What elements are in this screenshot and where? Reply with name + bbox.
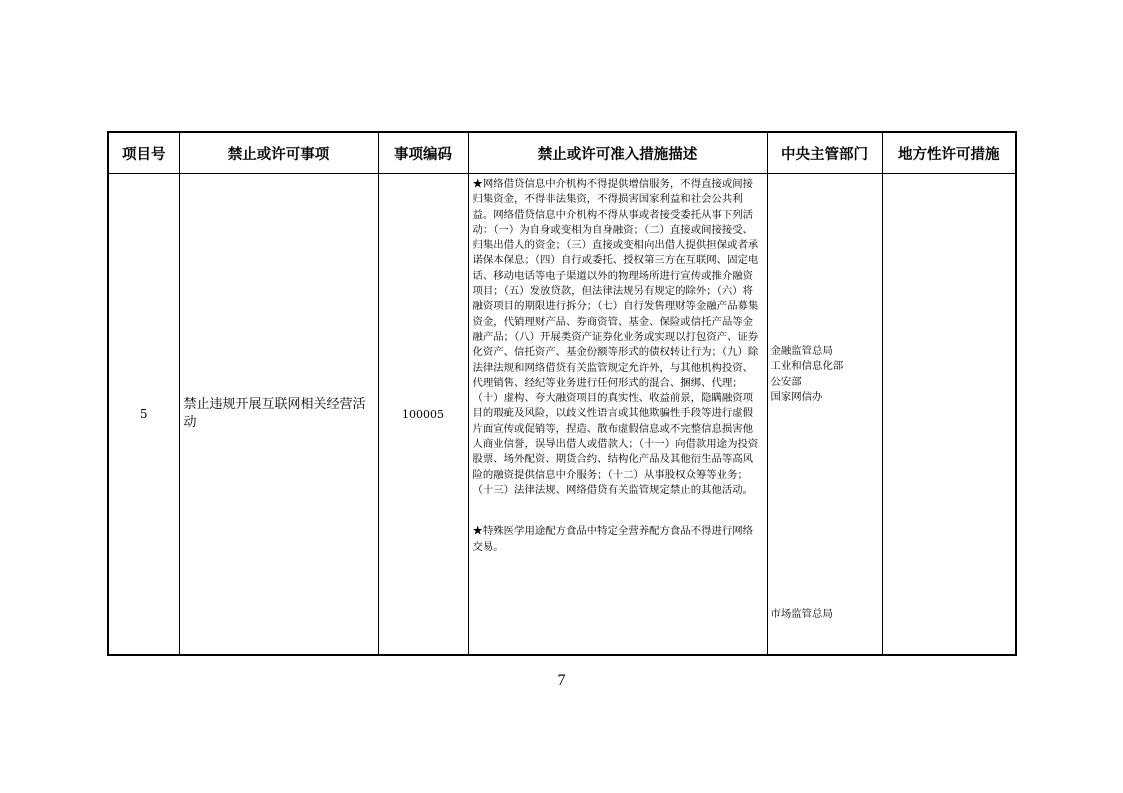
table-header-row (108, 132, 1016, 174)
cell-local-measures (882, 174, 1016, 656)
measure-text-2: ★特殊医学用途配方食品中特定全营养配方食品不得进行网络交易。 (472, 525, 754, 553)
cell-project-no: 5 (108, 174, 179, 656)
header-department: 中央主管部门 (767, 132, 882, 174)
header-code: 事项编码 (378, 132, 468, 174)
header-item: 禁止或许可事项 (179, 132, 378, 174)
cell-department (767, 174, 882, 656)
permit-table (107, 131, 1017, 656)
header-project-no: 项目号 (108, 132, 179, 174)
department-name: 公安部 (770, 375, 802, 388)
page-number: 7 (557, 672, 566, 689)
department-group-2 (771, 607, 833, 622)
measure-text-1: ★网络借贷信息中介机构不得提供增信服务，不得直接或间接归集资金，不得非法集资，不得损害国家利益和社会公共利益。网络借贷信息中介机构不得从事或者接受委托从事下列活动：（一）为自身或变相为自身融资；（二）直接或间接接受、归集出借人的资金；（三）直接或变相向出借人提供担保或者承诺保本保息；（四）自行或委托、授权第三方在互联网、固定电话、移动电话等电子渠道以外的物理场所进行宣传或推介融资项目；（五）发放贷款，但法律法规另有规定的除外；（六）将融资项目的期限进行拆分；（七）自行发售理财等金融产品募集资金，代销理财产品、券商资管、基金、保险或信托产品等金融产品；（八）开展类资产证券化业务或实现以打包资产、证券化资产、信托资产、基金份额等形式的债权转让行为；（九）除法律法规和网络借贷有关监管规定允许外，与其他机构投资、代理销售、经纪等业务进行任何形式的混合、捆绑、代理；（十）虚构、夸大融资项目的真实性、收益前景，隐瞒融资项目的瑕疵及风险，以歧义性语言或其他欺骗性手段等进行虚假片面宣传或促销等，捏造、散布虚假信息或不完整信息损害他人商业信誉，误导出借人或借款人；（十一）向借款用途为投资股票、场外配资、期货合约、结构化产品及其他衍生品等高风险的融资提供信息中介服务；（十二）从事股权众筹等业务；（十三）法律法规、网络借贷有关监管规定禁止的其他活动。 (472, 178, 759, 496)
measure-spacer (473, 498, 763, 524)
table-row (108, 174, 1016, 656)
cell-measures (468, 174, 767, 656)
department-name: 国家网信办 (770, 390, 823, 403)
department-group-1 (771, 344, 844, 405)
department-name: 金融监管总局 (770, 345, 833, 357)
department-name: 市场监管总局 (770, 608, 833, 620)
cell-item: 禁止违规开展互联网相关经营活动 (179, 174, 378, 656)
header-measures: 禁止或许可准入措施描述 (468, 132, 767, 174)
cell-code: 100005 (378, 174, 468, 656)
header-local-measures: 地方性许可措施 (882, 132, 1016, 174)
department-name: 工业和信息化部 (770, 360, 844, 373)
